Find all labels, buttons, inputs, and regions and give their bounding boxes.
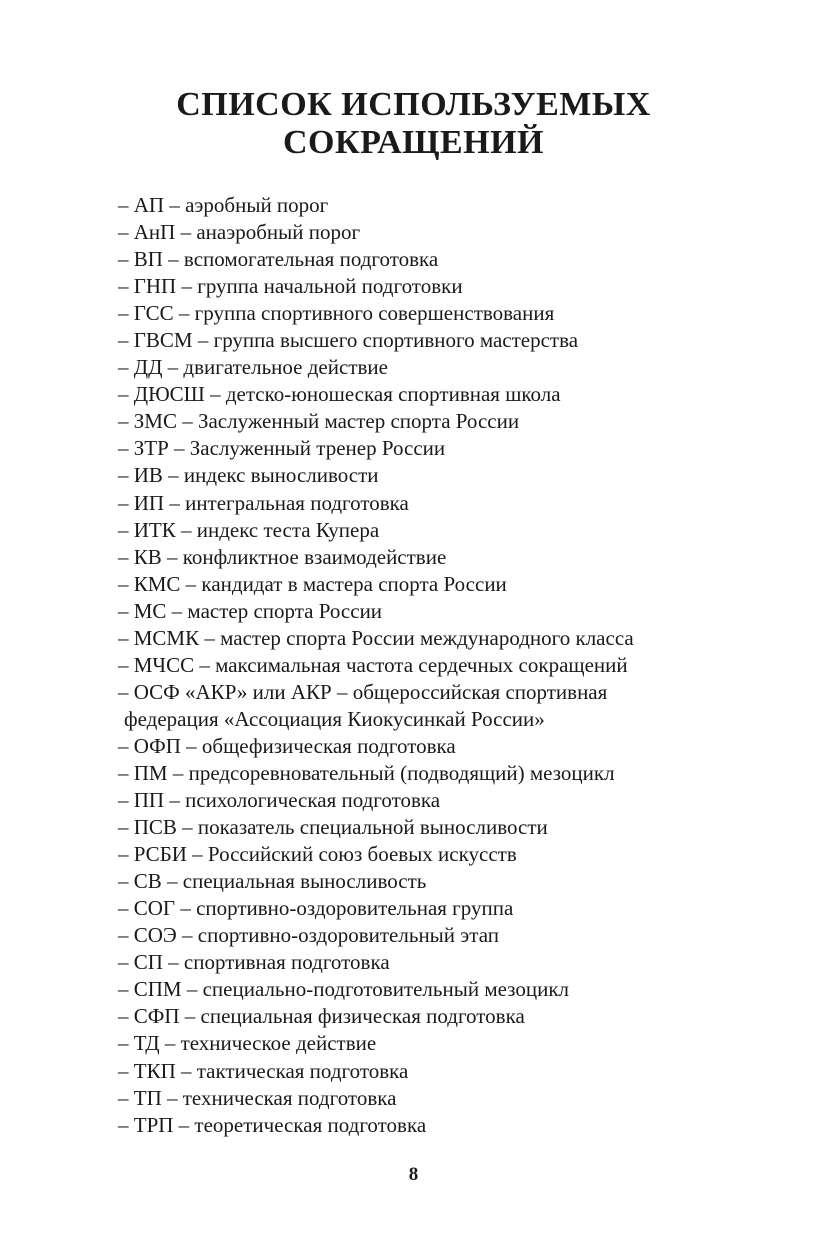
abbreviation-item: – ИТК – индекс теста Купера [118, 517, 380, 542]
abbreviation-item: – ГСС – группа спортивного совершенствования [118, 301, 555, 326]
page-number: 8 [408, 1164, 419, 1185]
abbreviation-item: – АнП – анаэробный порог [118, 220, 361, 245]
abbreviation-item: – ТРП – теоретическая подготовка [118, 1112, 427, 1137]
abbreviation-item-continuation [118, 706, 778, 733]
abbreviation-continuation-text: федерация «Ассоциация Киокусинкай России» [124, 706, 545, 731]
abbreviation-item: – ГВСМ – группа высшего спортивного мастерства [118, 328, 579, 353]
abbreviation-item: – ВП – вспомогательная подготовка [118, 247, 439, 272]
abbreviation-item: – СПМ – специально-подготовительный мезоцикл [118, 977, 570, 1002]
abbreviation-item: – МЧСС – максимальная частота сердечных сокращений [118, 652, 628, 677]
abbreviation-item: – КВ – конфликтное взаимодействие [118, 544, 447, 569]
abbreviation-item: – ПП – психологическая подготовка [118, 788, 441, 813]
abbreviation-item: – ОФП – общефизическая подготовка [118, 733, 456, 758]
abbreviation-item: – ОСФ «АКР» или АКР – общероссийская спортивная [118, 679, 608, 704]
abbreviation-item: – МС – мастер спорта России [118, 598, 383, 623]
abbreviation-item: – КМС – кандидат в мастера спорта России [118, 571, 507, 596]
abbreviation-item: – ДЮСШ – детско-юношеская спортивная школа [118, 382, 561, 407]
abbreviation-item: – МСМК – мастер спорта России международного класса [118, 625, 634, 650]
abbreviation-item: – ИВ – индекс выносливости [118, 463, 379, 488]
abbreviation-item: – РСБИ – Российский союз боевых искусств [118, 842, 517, 867]
abbreviation-item: – ИП – интегральная подготовка [118, 490, 409, 515]
page-title [0, 86, 827, 162]
abbreviation-list [118, 192, 778, 1139]
abbreviation-item: – АП – аэробный порог [118, 193, 329, 217]
page-title-line-1: СПИСОК ИСПОЛЬЗУЕМЫХ [176, 86, 651, 123]
abbreviation-item: – ТКП – тактическая подготовка [118, 1058, 409, 1083]
abbreviation-item: – ЗТР – Заслуженный тренер России [118, 436, 446, 461]
abbreviation-item: – ТД – техническое действие [118, 1031, 377, 1056]
abbreviation-item: – СП – спортивная подготовка [118, 950, 390, 975]
abbreviation-item: – СФП – специальная физическая подготовка [118, 1004, 525, 1029]
page-title-line-2: СОКРАЩЕНИЙ [283, 124, 544, 161]
abbreviation-item: – ПМ – предсоревновательный (подводящий) мезоцикл [118, 760, 615, 785]
abbreviation-item: – СОГ – спортивно-оздоровительная группа [118, 896, 514, 921]
abbreviation-item: – ЗМС – Заслуженный мастер спорта России [118, 409, 520, 434]
abbreviation-item: – ПСВ – показатель специальной выносливости [118, 815, 548, 840]
abbreviation-item: – ТП – техническая подготовка [118, 1085, 397, 1110]
abbreviation-item: – СВ – специальная выносливость [118, 869, 427, 894]
abbreviation-item: – СОЭ – спортивно-оздоровительный этап [118, 923, 500, 948]
abbreviation-item: – ГНП – группа начальной подготовки [118, 274, 463, 299]
abbreviation-item: – ДД – двигательное действие [118, 355, 388, 380]
